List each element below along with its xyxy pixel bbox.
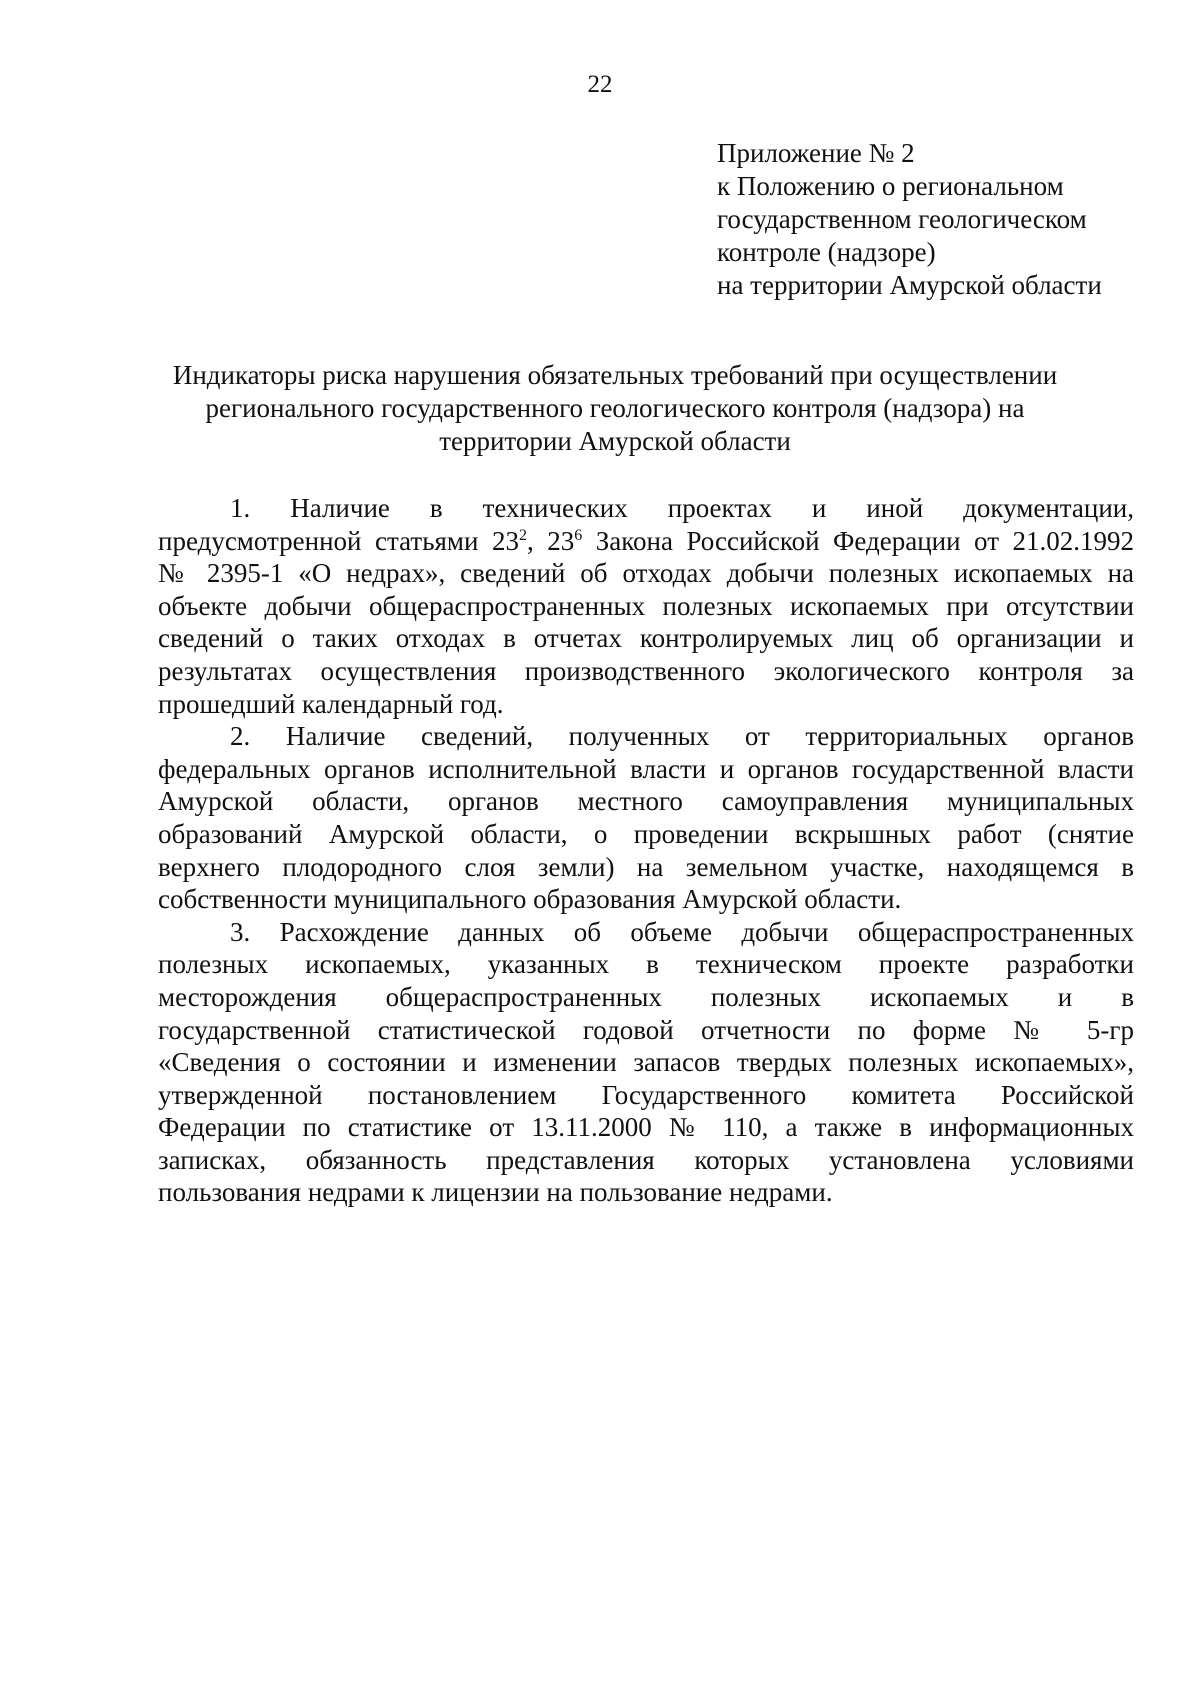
paragraph-line: прошедший календарный год. bbox=[158, 688, 504, 719]
paragraph-line: государственной статистической годовой отчетности по форме № 5-гр bbox=[158, 1014, 1134, 1045]
superscript: 2 bbox=[518, 526, 527, 544]
line-segment: Закона Российской Федерации от 21.02.1992 bbox=[582, 525, 1134, 556]
paragraph-line: Федерации по статистике от 13.11.2000 № 110, а также в информационных bbox=[158, 1112, 1134, 1143]
title-line: регионального государственного геологического контроля (надзора) на bbox=[205, 393, 1025, 423]
paragraph-line: Амурской области, органов местного самоуправления муниципальных bbox=[158, 786, 1134, 817]
list-item bbox=[158, 492, 1134, 720]
paragraph-line: собственности муниципального образования Амурской области. bbox=[158, 884, 902, 915]
document-body bbox=[158, 492, 1134, 1209]
paragraph-line: результатах осуществления производственного экологического контроля за bbox=[158, 655, 1134, 686]
paragraph-line: «Сведения о состоянии и изменении запасов твердых полезных ископаемых», bbox=[158, 1047, 1134, 1078]
appendix-line: к Положению о региональном bbox=[717, 171, 1064, 201]
paragraph-line bbox=[158, 525, 1134, 558]
document-title bbox=[150, 359, 1080, 458]
paragraph-line: федеральных органов исполнительной власти и органов государственной власти bbox=[158, 753, 1134, 784]
paragraph-line: объекте добычи общераспространенных полезных ископаемых при отсутствии bbox=[158, 590, 1134, 621]
appendix-header bbox=[717, 137, 1157, 302]
paragraph-line: сведений о таких отходах в отчетах контролируемых лиц об организации и bbox=[158, 623, 1134, 654]
title-line: Индикаторы риска нарушения обязательных требований при осуществлении bbox=[172, 360, 1058, 390]
paragraph-line: утвержденной постановлением Государственного комитета Российской bbox=[158, 1079, 1134, 1110]
appendix-line: государственном геологическом bbox=[717, 204, 1087, 234]
paragraph-line: месторождения общераспространенных полезных ископаемых и в bbox=[158, 981, 1134, 1012]
paragraph-line: верхнего плодородного слоя земли) на земельном участке, находящемся в bbox=[158, 851, 1134, 882]
paragraph-line: 1. Наличие в технических проектах и иной документации, bbox=[230, 493, 1134, 523]
paragraph-line: 2. Наличие сведений, полученных от территориальных органов bbox=[230, 721, 1134, 752]
page-number: 22 bbox=[587, 71, 613, 98]
list-item bbox=[158, 916, 1134, 1209]
title-line: территории Амурской области bbox=[439, 426, 791, 456]
paragraph-line: № 2395-1 «О недрах», сведений об отходах добычи полезных ископаемых на bbox=[158, 558, 1134, 589]
paragraph-line: пользования недрами к лицензии на пользование недрами. bbox=[158, 1177, 833, 1208]
appendix-line: на территории Амурской области bbox=[717, 270, 1102, 300]
superscript: 6 bbox=[574, 526, 583, 544]
paragraph-line: полезных ископаемых, указанных в техническом проекте разработки bbox=[158, 949, 1134, 980]
paragraph-line: записках, обязанность представления которых установлена условиями bbox=[158, 1144, 1134, 1175]
line-segment: , 23 bbox=[526, 525, 575, 556]
paragraph-line: образований Амурской области, о проведении вскрышных работ (снятие bbox=[158, 818, 1134, 849]
paragraph-line: 3. Расхождение данных об объеме добычи общераспространенных bbox=[230, 916, 1134, 947]
appendix-line: контроле (надзоре) bbox=[717, 237, 936, 267]
line-segment: предусмотренной статьями 23 bbox=[158, 525, 519, 556]
appendix-line: Приложение № 2 bbox=[717, 138, 915, 168]
list-item bbox=[158, 720, 1134, 916]
